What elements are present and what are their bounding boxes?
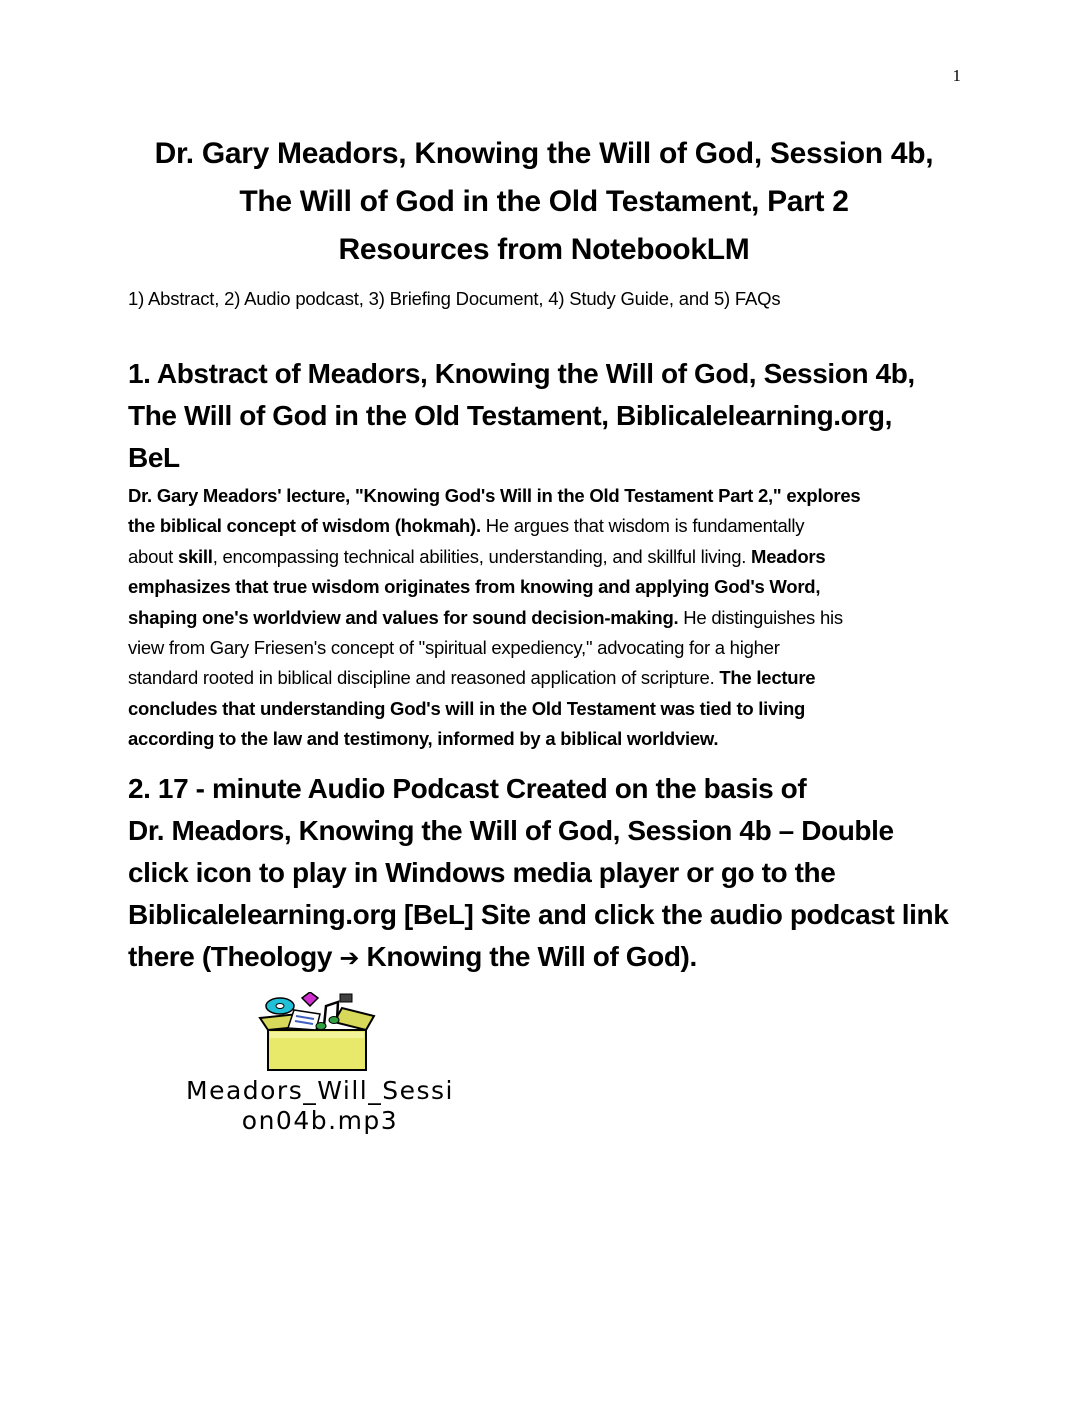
section-1-heading-line-2: The Will of God in the Old Testament, Biblicalelearning.org,: [128, 400, 892, 431]
abstract-line-3: about skill, encompassing technical abilities, understanding, and skillful living. Meadors: [128, 545, 826, 567]
abstract-line-1: Dr. Gary Meadors' lecture, "Knowing God's Will in the Old Testament Part 2," explores: [128, 485, 861, 506]
page-number: 1: [952, 66, 961, 85]
media-package-icon[interactable]: [258, 992, 376, 1072]
abstract-line-2: the biblical concept of wisdom (hokmah). He argues that wisdom is fundamentally: [128, 515, 805, 537]
arrow-right-icon: ➔: [339, 944, 360, 972]
abstract-line-5: shaping one's worldview and values for sound decision-making. He distinguishes his: [128, 606, 843, 628]
abstract-line-6: view from Gary Friesen's concept of "spiritual expediency," advocating for a higher: [128, 637, 780, 659]
abstract-line-8: concludes that understanding God's will in the Old Testament was tied to living: [128, 697, 806, 719]
section-1-heading-line-1: 1. Abstract of Meadors, Knowing the Will of God, Session 4b,: [128, 358, 915, 389]
title-line-3: Resources from NotebookLM: [338, 233, 750, 266]
resources-list: 1) Abstract, 2) Audio podcast, 3) Briefing Document, 4) Study Guide, and 5) FAQs: [128, 288, 781, 309]
audio-file-name-line-2: on04b.mp3: [241, 1106, 399, 1135]
document-title: [100, 130, 988, 274]
section-2-heading-line-2: Dr. Meadors, Knowing the Will of God, Session 4b – Double: [128, 815, 894, 846]
section-2-heading: [128, 768, 968, 979]
section-2-heading-line-5: there (Theology ➔ Knowing the Will of God).: [128, 941, 697, 972]
title-line-1: Dr. Gary Meadors, Knowing the Will of God, Session 4b,: [154, 137, 934, 170]
section-1-heading-line-3: BeL: [128, 442, 180, 473]
abstract-line-9: according to the law and testimony, informed by a biblical worldview.: [128, 728, 719, 750]
section-2-heading-line-3: click icon to play in Windows media player or go to the: [128, 857, 836, 888]
abstract-line-7: standard rooted in biblical discipline and reasoned application of scripture. The lecture: [128, 667, 816, 689]
title-line-2: The Will of God in the Old Testament, Part 2: [239, 185, 849, 218]
audio-file-name[interactable]: [130, 1076, 510, 1136]
section-1-heading: [128, 353, 968, 479]
section-2-heading-line-1: 2. 17 - minute Audio Podcast Created on the basis of: [128, 773, 807, 804]
abstract-paragraph: [128, 481, 978, 755]
abstract-line-4: emphasizes that true wisdom originates from knowing and applying God's Word,: [128, 576, 821, 598]
section-2-heading-line-4: Biblicalelearning.org [BeL] Site and click the audio podcast link: [128, 899, 949, 930]
audio-file-name-line-1: Meadors_Will_Sessi: [186, 1076, 454, 1105]
